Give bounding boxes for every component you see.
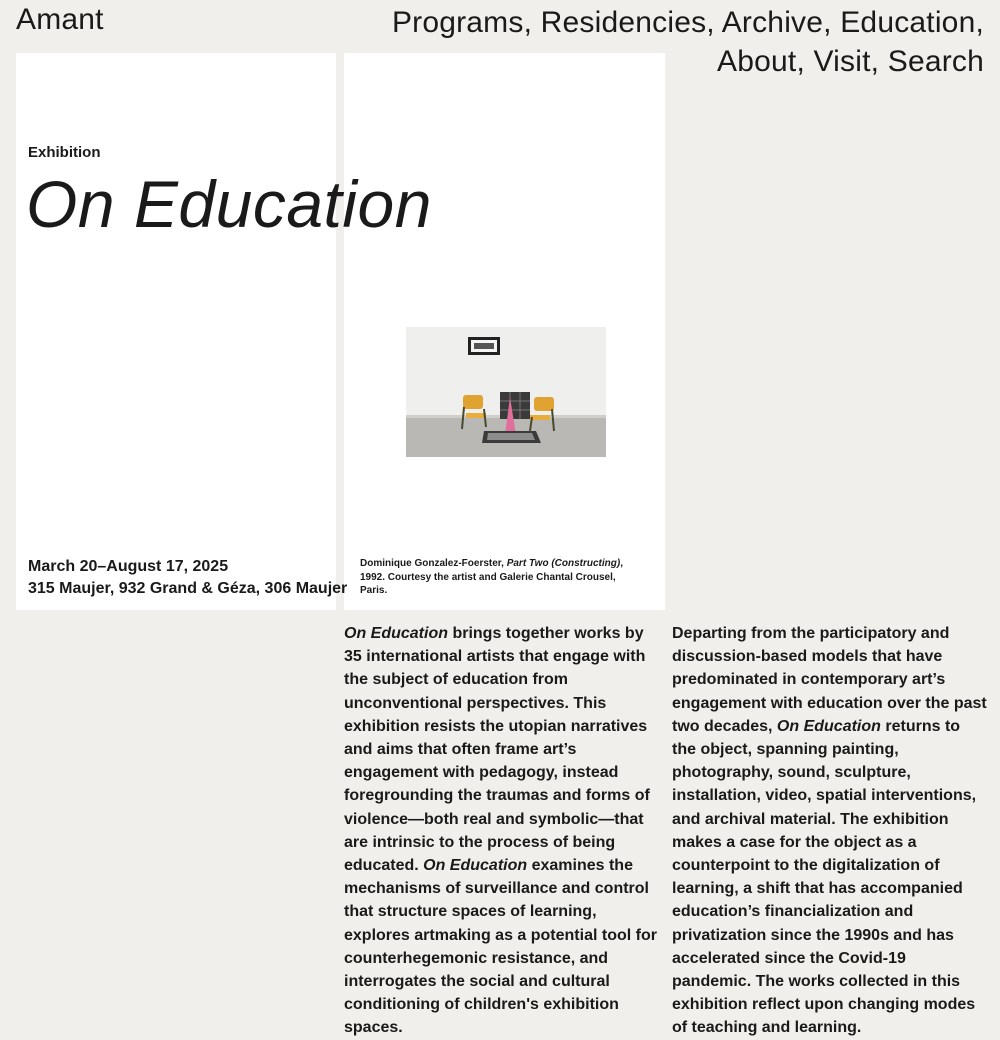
exhibition-dates: March 20–August 17, 2025 xyxy=(28,558,229,575)
nav-search[interactable]: Search xyxy=(887,45,984,78)
exhibition-locations: 315 Maujer, 932 Grand & Géza, 306 Maujer xyxy=(28,580,348,597)
site-logo[interactable]: Amant xyxy=(16,3,104,36)
nav-programs[interactable]: Programs xyxy=(391,6,524,39)
body-text-column-1: On Education brings together works by 35 international artists that engage with the subject of education from unconventional perspectives. This exhibition resists the utopian narratives and aims that often frame art’s engagement with pedagogy, instead foregrounding the traumas and forms of violence—both real and symbolic—that are intrinsic to the process of being educated. On Education examines the mechanisms of surveillance and control that structure spaces of learning, explores artmaking as a potential tool for counterhegemonic resistance, and interrogates the social and cultural conditioning of children's exhibition spaces. xyxy=(344,625,657,1037)
nav-about[interactable]: About xyxy=(717,45,797,78)
nav-residencies[interactable]: Residencies xyxy=(540,6,707,39)
main-nav: Programs, Residencies, Archive, Education, About, Visit, Search xyxy=(391,6,984,78)
exhibition-info-panel xyxy=(16,53,336,610)
exhibition-image[interactable] xyxy=(406,327,606,457)
nav-visit[interactable]: Visit xyxy=(813,45,871,78)
body-text-column-2: Departing from the participatory and discussion-based models that have predominated in contemporary art’s engagement with education over the past two decades, On Education returns to the object, spanning painting, photography, sound, sculpture, installation, video, spatial interventions, and archival material. The exhibition makes a case for the object as a counterpoint to the digitalization of learning, a shift that has accompanied education’s financialization and privatization since the 1990s and has accelerated since the Covid-19 pandemic. The works collected in this exhibition reflect upon changing modes of teaching and learning. xyxy=(672,625,987,1037)
image-caption: Dominique Gonzalez-Foerster, Part Two (Constructing), 1992. Courtesy the artist and Galerie Chantal Crousel, Paris. xyxy=(360,558,623,596)
exhibition-title: On Education xyxy=(26,167,432,241)
nav-archive[interactable]: Archive xyxy=(721,6,824,39)
nav-education[interactable]: Education xyxy=(840,6,976,39)
exhibition-kicker: Exhibition xyxy=(28,144,101,161)
installation-photo xyxy=(406,327,606,457)
